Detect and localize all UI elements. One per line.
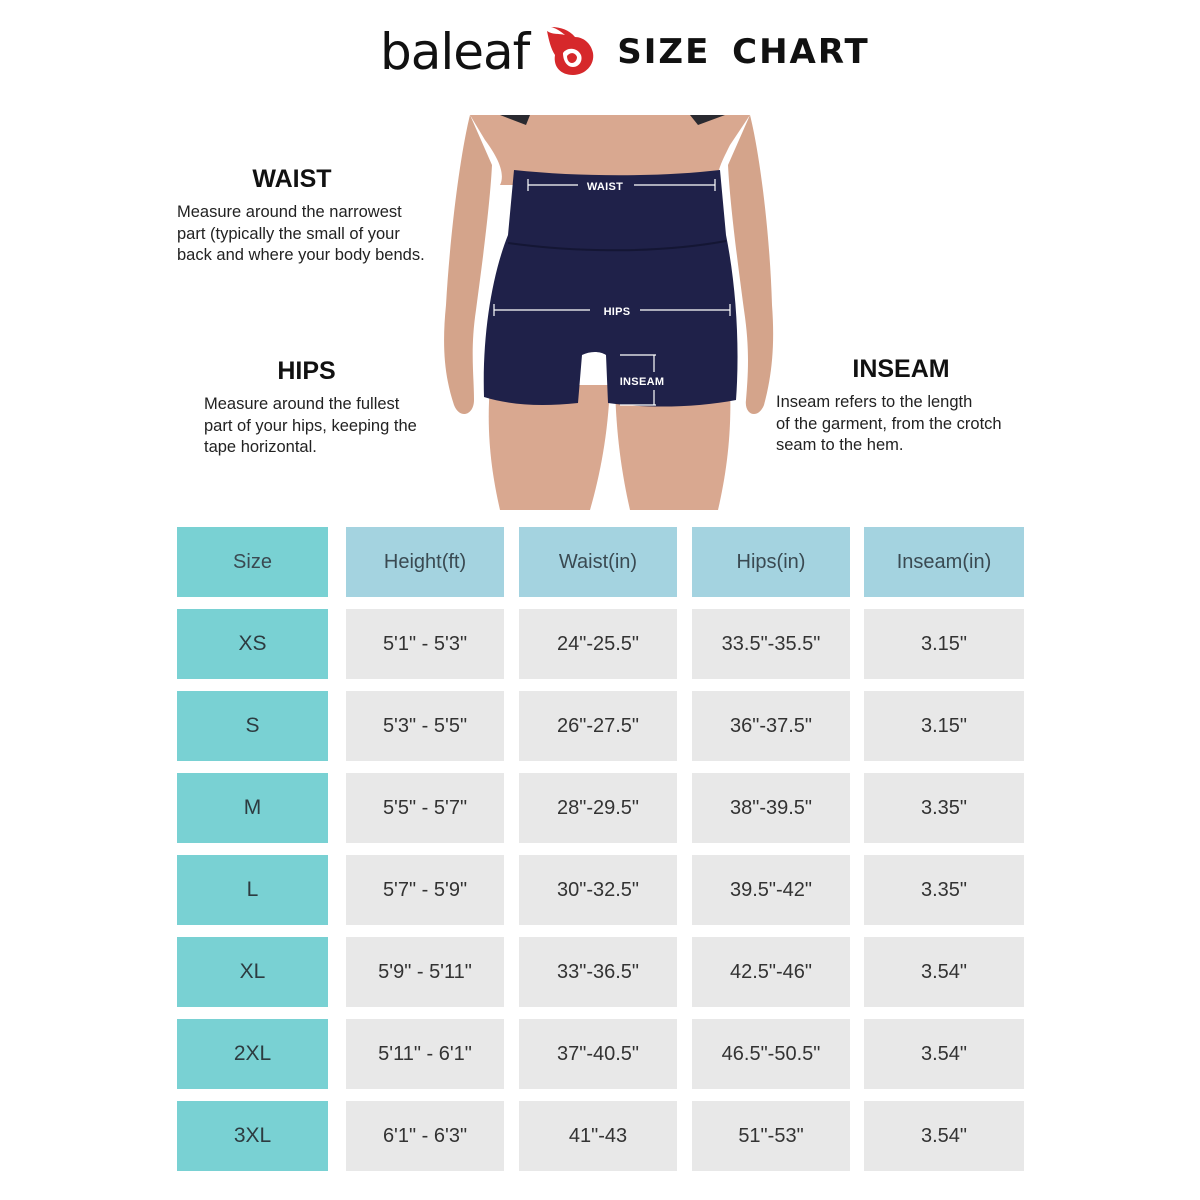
table-row [177,691,1025,761]
waist-cell: 33"-36.5" [519,937,677,1007]
inseam-cell: 3.15" [864,691,1024,761]
waist-cell: 26"-27.5" [519,691,677,761]
table-row [177,1019,1025,1089]
size-cell: M [177,773,328,843]
waist-cell: 30"-32.5" [519,855,677,925]
inseam-cell: 3.15" [864,609,1024,679]
header-waist: Waist(in) [519,527,677,597]
height-cell: 5'11" - 6'1" [346,1019,504,1089]
header-hips: Hips(in) [692,527,850,597]
waist-note-body: Measure around the narrowest part (typically the small of your back and where your body bends. [177,203,425,264]
size-cell: L [177,855,328,925]
size-cell: 3XL [177,1101,328,1171]
height-cell: 6'1" - 6'3" [346,1101,504,1171]
table-header-row [177,527,1025,597]
waist-note-title: WAIST [252,165,332,193]
inseam-cell: 3.54" [864,1019,1024,1089]
brand-header [380,22,870,82]
shorts [484,170,738,407]
page-title: SIZE CHART [617,32,870,72]
table-row [177,773,1025,843]
inseam-cell: 3.54" [864,937,1024,1007]
waist-cell: 37"-40.5" [519,1019,677,1089]
hips-cell: 33.5"-35.5" [692,609,850,679]
table-row [177,1101,1025,1171]
inseam-note-body: Inseam refers to the length of the garment, from the crotch seam to the hem. [776,393,1002,454]
size-cell: XL [177,937,328,1007]
brand-name: baleaf [380,23,530,81]
hips-cell: 51"-53" [692,1101,850,1171]
inseam-cell: 3.54" [864,1101,1024,1171]
size-cell: S [177,691,328,761]
header-inseam: Inseam(in) [864,527,1024,597]
header-height: Height(ft) [346,527,504,597]
inseam-note [776,355,1036,457]
header-size: Size [177,527,328,597]
table-row [177,609,1025,679]
height-cell: 5'1" - 5'3" [346,609,504,679]
hips-cell: 42.5"-46" [692,937,850,1007]
inseam-note-title: INSEAM [852,355,950,383]
hips-note-body: Measure around the fullest part of your hips, keeping the tape horizontal. [204,395,417,456]
waist-cell: 41"-43 [519,1101,677,1171]
hips-note-title: HIPS [277,357,336,385]
table-row [177,937,1025,1007]
inseam-cell: 3.35" [864,855,1024,925]
waist-measure-label: WAIST [586,181,624,193]
hips-cell: 36"-37.5" [692,691,850,761]
model-figure [430,115,790,510]
hips-note [204,357,464,459]
inseam-measure-label: INSEAM [619,376,665,388]
waist-note [177,165,467,267]
height-cell: 5'3" - 5'5" [346,691,504,761]
flame-leaf-logo-icon [543,25,597,79]
hips-measure-label: HIPS [603,306,631,318]
size-cell: 2XL [177,1019,328,1089]
inseam-cell: 3.35" [864,773,1024,843]
height-cell: 5'9" - 5'11" [346,937,504,1007]
hips-cell: 39.5"-42" [692,855,850,925]
hips-cell: 38"-39.5" [692,773,850,843]
hips-cell: 46.5"-50.5" [692,1019,850,1089]
waist-cell: 28"-29.5" [519,773,677,843]
waist-cell: 24"-25.5" [519,609,677,679]
size-cell: XS [177,609,328,679]
height-cell: 5'7" - 5'9" [346,855,504,925]
table-row [177,855,1025,925]
shorts-illustration [430,115,790,510]
height-cell: 5'5" - 5'7" [346,773,504,843]
